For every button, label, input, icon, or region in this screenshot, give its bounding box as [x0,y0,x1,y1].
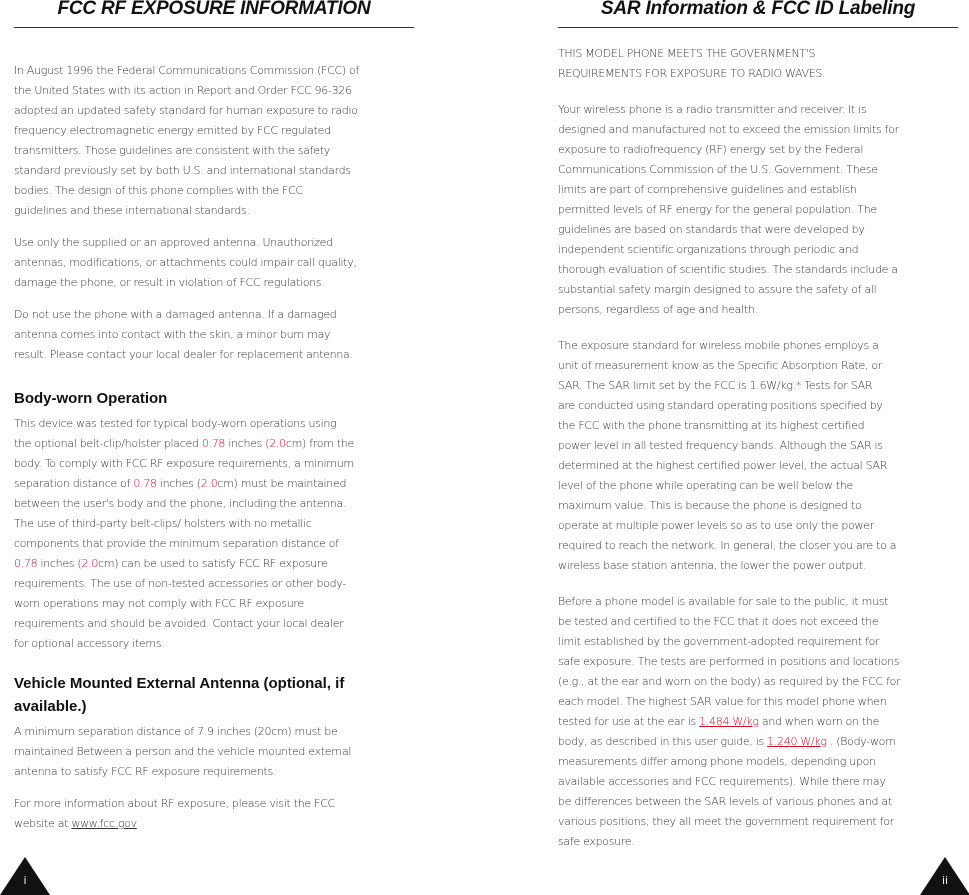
fcc-website-link[interactable]: www.fcc.gov [71,817,137,830]
sar-ear-value: 1.484 W/kg [699,715,759,728]
body-worn-heading: Body-worn Operation [14,390,168,407]
left-page [14,0,414,834]
damaged-antenna-paragraph: Do not use the phone with a damaged antenna. If a damaged antenna comes into contact with the skin, a minor burn may result. Please contact your local dealer for replacement antenna. [14,308,353,361]
body-worn-paragraph: This device was tested for typical body-worn operations using the optional belt-clip/holster placed 0.78 inches (2.0cm) from the body. To comply with FCC RF exposure requirements, a minimum separation distance of 0.78 inches (2.0cm) must be maintained between the user's body and the phone, including the antenna. The use of third-party belt-clips/ holsters with no metallic components that provide the minimum separation distance of 0.78 inches (2.0cm) can be used to satisfy FCC RF exposure requirements. The use of non-tested accessories or other body- worn operations may not comply with FCC RF exposure requirements and should be avoided. Contact your local dealer for optional accessory items. [14,417,354,650]
right-page-number: ii [941,874,949,887]
antenna-paragraph: Use only the supplied or an approved antenna. Unauthorized antennas, modifications, or attachments could impair call quality, damage the phone, or result in violation of FCC regulations. [14,236,357,289]
right-title-rule [558,27,958,28]
vehicle-antenna-paragraph: A minimum separation distance of 7.9 inches (20cm) must be maintained Between a person and the vehicle mounted external antenna to satisfy FCC RF exposure requirements. [14,725,352,778]
fcc-intro-paragraph: In August 1996 the Federal Communications Commission (FCC) of the United States with its action in Report and Order FCC 96-326 adopted an updated safety standard for human exposure to radio frequency electromagnetic energy emitted by FCC regulated transmitters. Those guidelines are consistent with the safety standard previously set by both U.S. and international standards bodies. The design of this phone complies with the FCC guidelines and these international standards. [14,64,360,217]
vehicle-antenna-heading: Vehicle Mounted External Antenna (optional, if available.) [14,675,345,715]
left-title-rule [14,27,414,28]
government-requirements-paragraph: THIS MODEL PHONE MEETS THE GOVERNMENT'S REQUIREMENTS FOR EXPOSURE TO RADIO WAVES. [558,47,826,80]
left-page-title: FCC RF EXPOSURE INFORMATION [57,0,371,19]
sar-body-value: 1.240 W/kg [767,735,827,748]
right-page [558,0,958,852]
radio-transmitter-paragraph: Your wireless phone is a radio transmitter and receiver. It is designed and manufactured not to exceed the emission limits for exposure to radiofrequency (RF) energy set by the Federal Communications Commission of the U.S. Government. These limits are part of comprehensive guidelines and establish permitted levels of RF energy for the general population. The guidelines are based on standards that were developed by independent scientific organizations through periodic and thorough evaluation of scientific studies. The standards include a substantial safety margin designed to assure the safety of all persons, regardless of age and health. [558,103,899,316]
right-page-title: SAR Information & FCC ID Labeling [600,0,916,19]
sar-testing-paragraph: Before a phone model is available for sale to the public, it must be tested and certified to the FCC that it does not exceed the limit established by the government-adopted requirement for safe exposure. The tests are performed in positions and locations (e.g., at the ear and worn on the body) as required by the FCC for each model. The highest SAR value for this model phone when tested for use at the ear is 1.484 W/kg and when worn on the body, as described in this user guide, is 1.240 W/kg . (Body-worn measurements differ among phone models, depending upon available accessories and FCC requirements). While there may be differences between the SAR levels of various phones and at various positions, they all meet the government requirement for safe exposure. [558,595,901,848]
more-info-paragraph: For more information about RF exposure, please visit the FCC website at www.fcc.gov [14,797,335,830]
left-page-number: i [23,874,27,887]
sar-standard-paragraph: The exposure standard for wireless mobile phones employs a unit of measurement know as the Specific Absorption Rate, or SAR. The SAR limit set by the FCC is 1.6W/kg.* Tests for SAR are conducted using standard operating positions specified by the FCC with the phone transmitting at its highest certified power level in all tested frequency bands. Although the SAR is determined at the highest certified power level, the actual SAR level of the phone while operating can be well below the maximum value. This is because the phone is designed to operate at multiple power levels so as to use only the power required to reach the network. In general, the closer you are to a wireless base station antenna, the lower the power output. [558,339,897,572]
